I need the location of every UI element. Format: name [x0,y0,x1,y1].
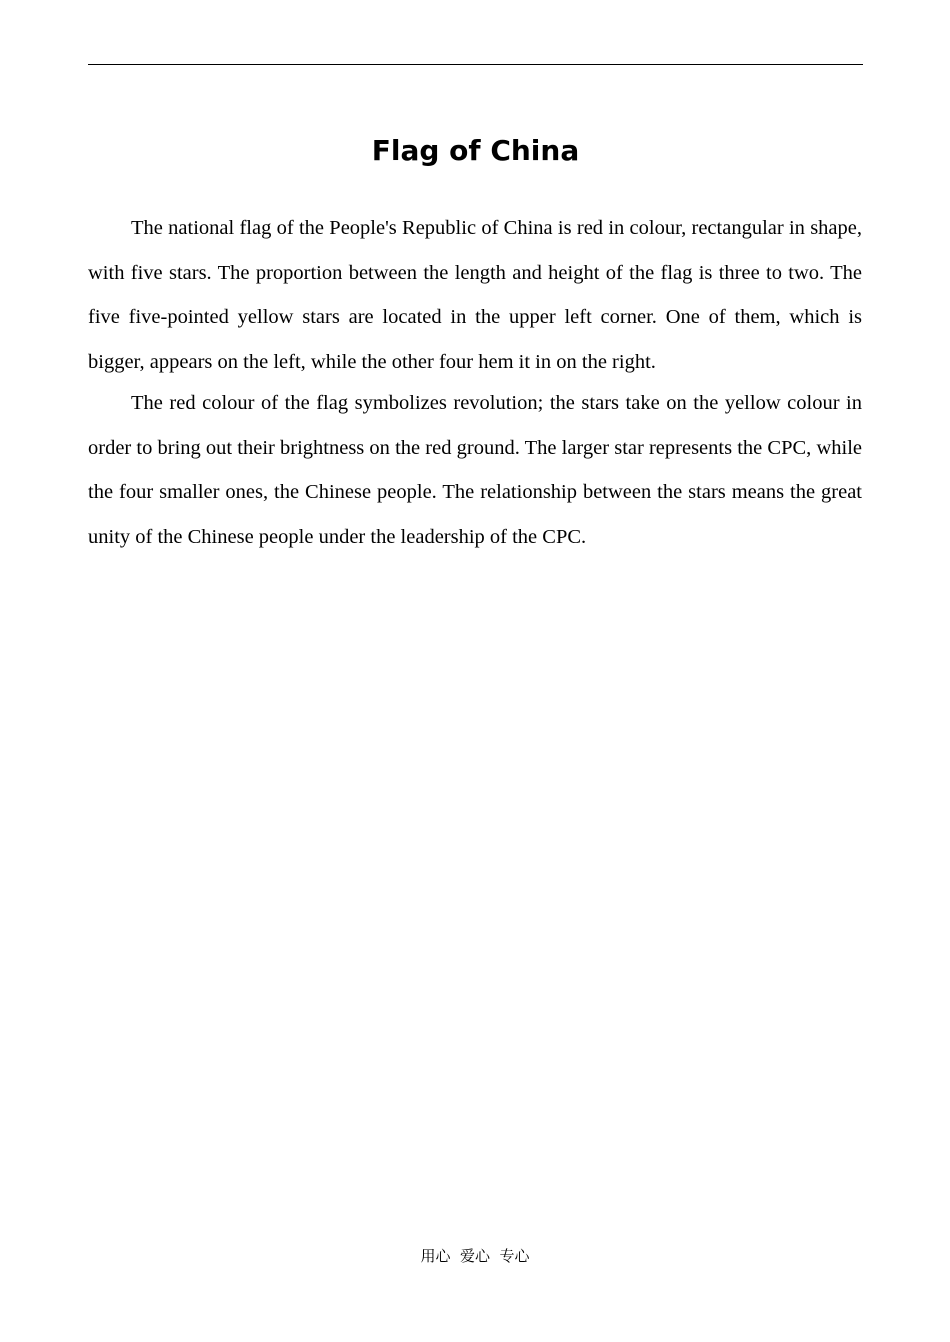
page-title: Flag of China [371,134,580,167]
document-body [88,206,862,556]
page-footer: 用心 爱心 专心 [420,1247,530,1265]
header-rule [88,64,863,65]
paragraph-1: The national flag of the People's Republic of China is red in colour, rectangular in shape, with five stars. The proportion between the length and height of the flag is three to two. The five five-pointed yellow stars are located in the upper left corner. One of them, which is bigger, appears on the left, while the other four hem it in on the right. [88,217,862,373]
paragraph-2: The red colour of the flag symbolizes revolution; the stars take on the yellow colour in order to bring out their brightness on the red ground. The larger star represents the CPC, while the four smaller ones, the Chinese people. The relationship between the stars means the great unity of the Chinese people under the leadership of the CPC. [88,392,862,548]
